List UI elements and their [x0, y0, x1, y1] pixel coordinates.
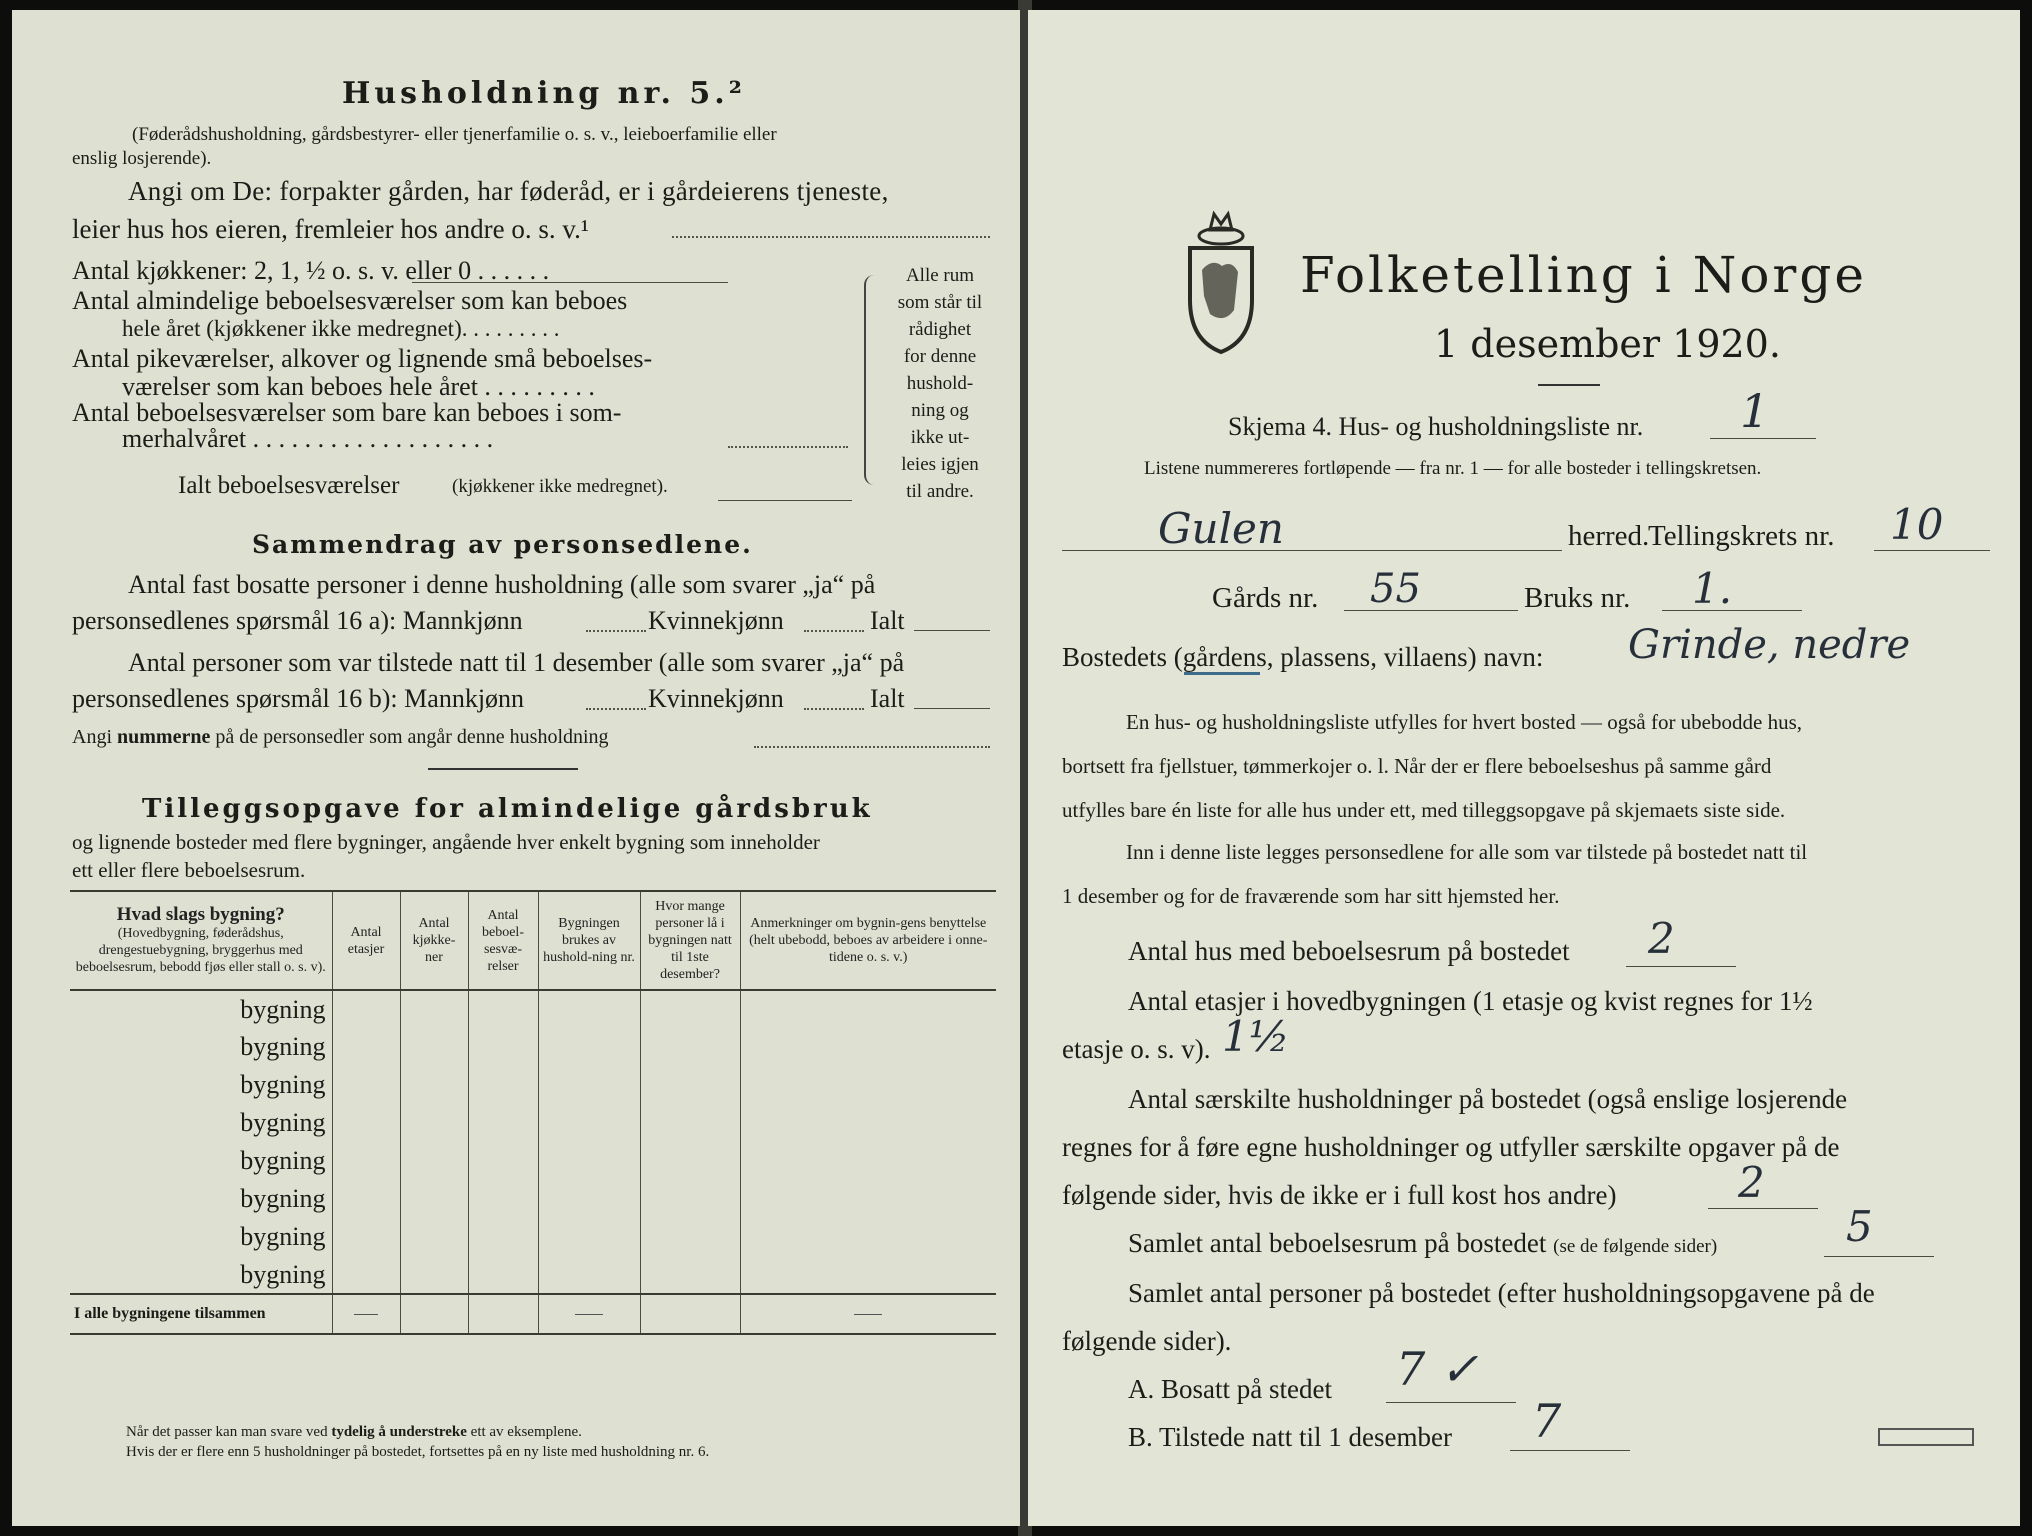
table-cell [332, 1142, 400, 1180]
table-cell [400, 1104, 468, 1142]
household-intro-line-1: (Føderådshusholdning, gårdsbestyrer- eller tjenerfamilie o. s. v., leieboerfamilie eller [132, 124, 777, 145]
tellingskrets-value: 10 [1890, 500, 1944, 549]
building-row-label: bygning [70, 1218, 332, 1256]
gards-label: Gårds nr. [1212, 582, 1319, 614]
schema-value: 1 [1740, 384, 1770, 438]
table-cell [640, 1180, 740, 1218]
table-cell [400, 1180, 468, 1218]
census-date: 1 desember 1920. [1434, 322, 1781, 366]
table-cell [740, 990, 996, 1028]
resident-label: A. Bosatt på stedet [1128, 1374, 1332, 1404]
table-row [70, 990, 996, 1028]
households-value: 2 [1738, 1158, 1765, 1207]
bruks-label: Bruks nr. [1524, 582, 1631, 614]
table-cell [400, 1066, 468, 1104]
total-remarks-cell [740, 1294, 996, 1334]
households-answer-line [1708, 1208, 1818, 1209]
table-cell [468, 1066, 538, 1104]
herred-answer-line [1062, 550, 1562, 551]
table-cell [468, 1028, 538, 1066]
table-cell [400, 990, 468, 1028]
resident-total-label: Ialt [870, 606, 905, 635]
rooms-ordinary-line-2: hele året (kjøkkener ikke medregnet). . . . . . . . . [122, 316, 560, 341]
instructions-line-4: Inn i denne liste legges personsedlene for alle som var tilstede på bostedet natt til [1126, 840, 1808, 864]
households-line-1: Antal særskilte husholdninger på bostedet (også enslige losjerende [1128, 1084, 1848, 1114]
table-row [70, 1028, 996, 1066]
table-cell [740, 1180, 996, 1218]
total-rooms-note: (kjøkkener ikke medregnet). [452, 476, 668, 497]
header-household: Bygningen brukes av hushold-ning nr. [538, 891, 640, 990]
rooms-ordinary-line-1: Antal almindelige beboelsesværelser som kan beboes [72, 286, 628, 315]
resident-answer-line [1386, 1402, 1516, 1403]
present-female-line [804, 708, 864, 710]
table-cell [332, 1218, 400, 1256]
rooms-small-line-1: Antal pikeværelser, alkover og lignende små beboelses- [72, 344, 653, 373]
numbers-instruction: Angi nummerne på de personsedler som angår denne husholdning [72, 726, 609, 748]
households-line-2: regnes for å føre egne husholdninger og utfyller særskilte opgaver på de [1062, 1132, 1840, 1162]
table-row [70, 1256, 996, 1294]
table-cell [538, 1142, 640, 1180]
table-cell [538, 1218, 640, 1256]
present-total-label: Ialt [870, 684, 905, 713]
table-cell [640, 1104, 740, 1142]
supplement-text-line-1: og lignende bosteder med flere bygninger, angående hver enkelt bygning som inneholder [72, 830, 820, 854]
table-row [70, 1142, 996, 1180]
bruks-value: 1. [1692, 564, 1733, 613]
table-cell [640, 1294, 740, 1334]
building-row-label: bygning [70, 1028, 332, 1066]
present-label: B. Tilstede natt til 1 desember [1128, 1422, 1452, 1452]
table-cell [332, 1028, 400, 1066]
table-cell [740, 1256, 996, 1294]
instructions-line-3: utfylles bare én liste for alle hus under ett, med tilleggsopgave på skjemaets siste side. [1062, 798, 1786, 822]
instructions-line-2: bortsett fra fjellstuer, tømmerkojer o. l. Når der er flere beboelseshus på samme gård [1062, 754, 1772, 778]
table-cell [468, 1256, 538, 1294]
tellingskrets-answer-line [1874, 550, 1990, 551]
table-cell [468, 1142, 538, 1180]
houses-value: 2 [1648, 914, 1675, 963]
floors-line-2: etasje o. s. v). [1062, 1034, 1211, 1064]
resident-total-line [914, 630, 990, 631]
table-cell [740, 1104, 996, 1142]
brace-note: Alle rum som står til rådighet for denne hushold- ning og ikke ut- leies igjen til andre. [897, 265, 983, 502]
household-intro-line-2: enslig losjerende). [72, 148, 212, 169]
rooms-small-line-2: værelser som kan beboes hele året . . . . . . . . . [122, 372, 595, 401]
table-cell [468, 1218, 538, 1256]
table-cell [538, 1104, 640, 1142]
left-page [12, 10, 1020, 1526]
herred-value: Gulen [1158, 504, 1284, 553]
table-row [70, 1218, 996, 1256]
table-cell [468, 990, 538, 1028]
summary-resident-line-2: personsedlenes spørsmål 16 a): Mannkjønn [72, 606, 523, 635]
census-title: Folketelling i Norge [1300, 246, 1867, 304]
table-cell [332, 990, 400, 1028]
resident-female-line [804, 630, 864, 632]
table-cell [332, 1256, 400, 1294]
schema-answer-line [1710, 438, 1816, 439]
table-cell [740, 1142, 996, 1180]
building-row-label: bygning [70, 1104, 332, 1142]
floors-line-1: Antal etasjer i hovedbygningen (1 etasje og kvist regnes for 1½ [1128, 986, 1813, 1016]
footnote-1: Når det passer kan man svare ved tydelig å understreke ett av eksemplene. [126, 1424, 582, 1440]
coat-of-arms-icon [1180, 200, 1262, 360]
table-cell [640, 1142, 740, 1180]
table-header-row [70, 891, 996, 990]
table-cell [640, 1028, 740, 1066]
instructions-line-5: 1 desember og for de fraværende som har sitt hjemsted her. [1062, 884, 1560, 908]
printer-mark [1878, 1428, 1974, 1446]
table-row [70, 1180, 996, 1218]
table-cell [538, 990, 640, 1028]
tellingskrets-label: Tellingskrets nr. [1648, 520, 1835, 552]
bosted-label: Bostedets (gårdens, plassens, villaens) navn: [1062, 642, 1544, 672]
footnote-2: Hvis der er flere enn 5 husholdninger på bostedet, fortsettes på en ny liste med husholdning nr. 6. [126, 1444, 710, 1460]
total-persons-line-2: følgende sider). [1062, 1326, 1232, 1356]
table-cell [400, 1028, 468, 1066]
supplement-text-line-2: ett eller flere beboelsesrum. [72, 858, 306, 882]
bosted-value: Grinde, nedre [1628, 622, 1911, 668]
instructions-line-1: En hus- og husholdningsliste utfylles for hvert bosted — også for ubebodde hus, [1126, 710, 1802, 734]
table-cell [468, 1104, 538, 1142]
schema-label: Skjema 4. Hus- og husholdningsliste nr. [1228, 412, 1644, 441]
header-remarks: Anmerkninger om bygnin-gens benyttelse (helt ubebodd, beboes av arbeidere i onne-tidene o. s. v.) [740, 891, 996, 990]
rooms-kitchens-underline [412, 282, 728, 283]
table-cell [538, 1066, 640, 1104]
table-cell [740, 1218, 996, 1256]
floors-value: 1½ [1222, 1012, 1290, 1061]
title-divider [1538, 384, 1600, 386]
herred-label: herred. [1568, 520, 1650, 552]
present-answer-line [1510, 1450, 1630, 1451]
resident-female-label: Kvinnekjønn [648, 606, 784, 635]
total-rooms-site-answer-line [1824, 1256, 1934, 1257]
present-value: 7 [1532, 1394, 1562, 1448]
tenancy-answer-line [672, 236, 990, 238]
table-cell [400, 1294, 468, 1334]
resident-male-line [586, 630, 646, 632]
table-cell [538, 1256, 640, 1294]
summary-title: Sammendrag av personsedlene. [252, 530, 753, 559]
total-household-cell [538, 1294, 640, 1334]
header-kitchens: Antal kjøkke-ner [400, 891, 468, 990]
table-cell [640, 1066, 740, 1104]
summary-resident-line-1: Antal fast bosatte personer i denne husholdning (alle som svarer „ja“ på [128, 570, 876, 599]
table-total-row [70, 1294, 996, 1334]
rooms-answer-line [728, 446, 848, 448]
rooms-kitchens: Antal kjøkkener: 2, 1, ½ o. s. v. eller 0 . . . . . . [72, 256, 550, 285]
total-rooms-label: Ialt beboelsesværelser [178, 472, 400, 499]
table-cell [400, 1256, 468, 1294]
rooms-summer-line-1: Antal beboelsesværelser som bare kan beboes i som- [72, 398, 622, 427]
supplement-title: Tilleggsopgave for almindelige gårdsbruk [142, 794, 873, 824]
present-total-line [914, 708, 990, 709]
rooms-summer-line-2: merhalvåret . . . . . . . . . . . . . . . . . . . [122, 424, 494, 453]
table-row [70, 1104, 996, 1142]
building-row-label: bygning [70, 990, 332, 1028]
table-cell [400, 1218, 468, 1256]
table-cell [332, 1104, 400, 1142]
resident-value: 7 ✓ [1396, 1342, 1479, 1396]
header-floors: Antal etasjer [332, 891, 400, 990]
table-cell [740, 1028, 996, 1066]
total-persons-line-1: Samlet antal personer på bostedet (efter husholdningsopgavene på de [1128, 1278, 1875, 1308]
gards-value: 55 [1370, 566, 1421, 612]
table-cell [640, 990, 740, 1028]
bosted-underline-gardens [1184, 672, 1260, 675]
header-rooms: Antal beboel-sesvæ-relser [468, 891, 538, 990]
building-row-label: bygning [70, 1066, 332, 1104]
total-floors-cell [332, 1294, 400, 1334]
building-table [70, 890, 996, 1335]
header-building-type: Hvad slags bygning? (Hovedbygning, føderådshus, drengestuebygning, bryggerhus med beboelsesrum, bebodd fjøs eller stall o. s. v). [70, 891, 332, 990]
total-rooms-site-label: Samlet antal beboelsesrum på bostedet (se de følgende sider) [1128, 1228, 1718, 1258]
building-row-label: bygning [70, 1256, 332, 1294]
table-cell [468, 1180, 538, 1218]
numbers-answer-line [754, 746, 990, 748]
table-row [70, 1066, 996, 1104]
present-male-line [586, 708, 646, 710]
section-divider [428, 768, 578, 770]
table-cell [640, 1218, 740, 1256]
table-cell [332, 1180, 400, 1218]
header-persons: Hvor mange personer lå i bygningen natt til 1ste desember? [640, 891, 740, 990]
table-cell [538, 1028, 640, 1066]
total-rooms-site-value: 5 [1846, 1202, 1873, 1251]
question-tenancy-line-2: leier hus hos eieren, fremleier hos andre o. s. v.¹ [72, 214, 589, 244]
question-tenancy-line-1: Angi om De: forpakter gården, har føderåd, er i gårdeierens tjeneste, [128, 176, 889, 206]
houses-label: Antal hus med beboelsesrum på bostedet [1128, 936, 1570, 966]
building-row-label: bygning [70, 1180, 332, 1218]
table-cell [400, 1142, 468, 1180]
household-title: Husholdning nr. 5.² [342, 76, 746, 111]
building-row-label: bygning [70, 1142, 332, 1180]
present-female-label: Kvinnekjønn [648, 684, 784, 713]
summary-present-line-2: personsedlenes spørsmål 16 b): Mannkjønn [72, 684, 525, 713]
houses-answer-line [1626, 966, 1736, 967]
total-row-label: I alle bygningene tilsammen [70, 1294, 332, 1334]
list-numbering-note: Listene nummereres fortløpende — fra nr. 1 — for alle bosteder i tellingskretsen. [1144, 458, 1762, 479]
households-line-3: følgende sider, hvis de ikke er i full kost hos andre) [1062, 1180, 1617, 1210]
right-page [1028, 10, 2020, 1526]
total-rooms-underline [718, 500, 852, 501]
table-cell [332, 1066, 400, 1104]
table-cell [640, 1256, 740, 1294]
table-cell [468, 1294, 538, 1334]
table-cell [538, 1180, 640, 1218]
table-cell [740, 1066, 996, 1104]
summary-present-line-1: Antal personer som var tilstede natt til 1 desember (alle som svarer „ja“ på [128, 648, 905, 677]
